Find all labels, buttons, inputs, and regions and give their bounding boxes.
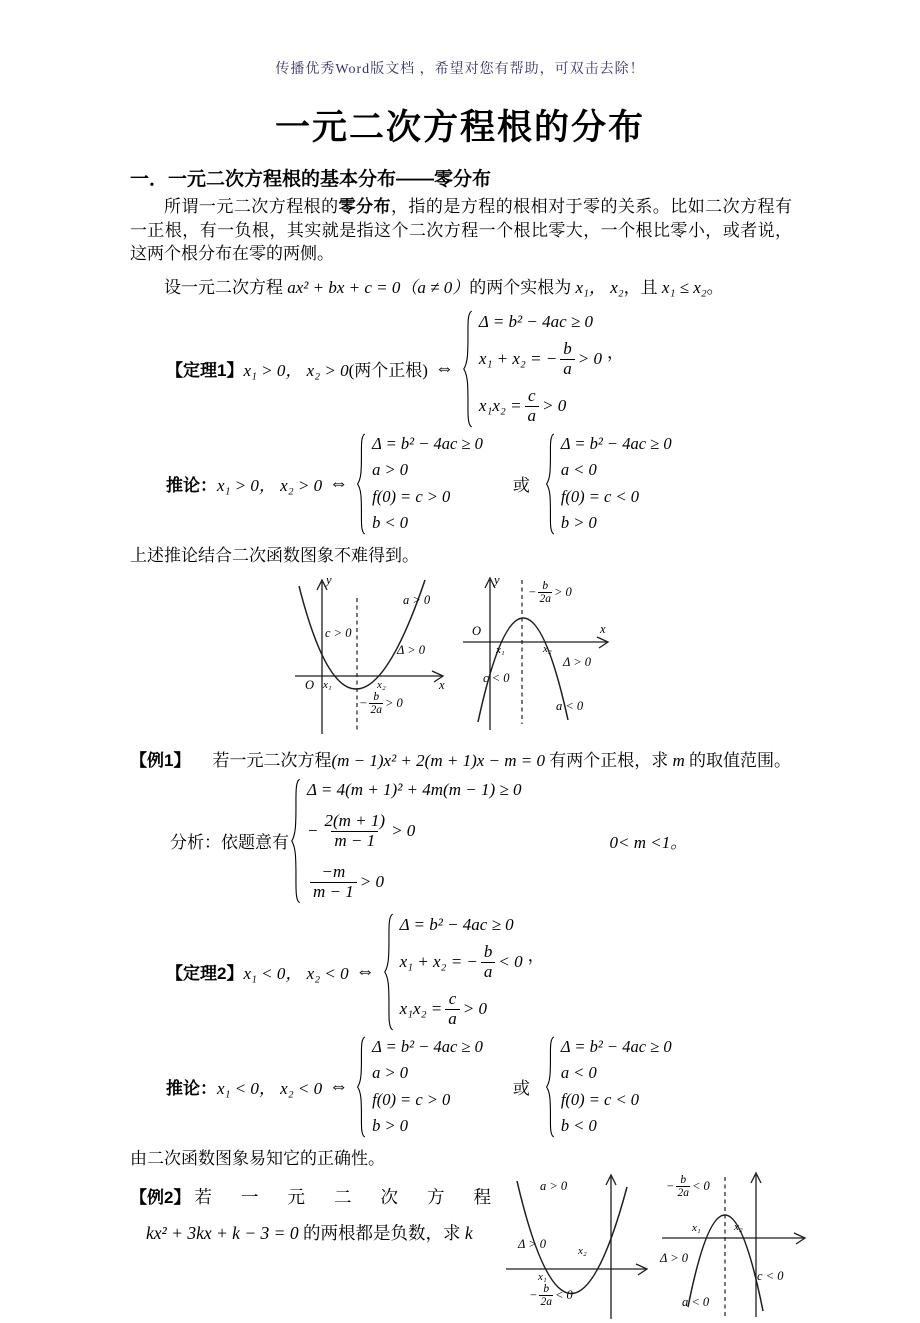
condition-line: f(0) = c > 0 [372, 486, 451, 506]
theorem-2 [166, 913, 792, 1031]
product-rhs: > 0 [462, 999, 487, 1019]
inequality: > 0 [553, 584, 572, 599]
corollary-1-condition: x₁ > 0， x₂ > 0 [217, 476, 323, 495]
delta-sign-label: Δ > 0 [563, 654, 592, 669]
corollary-1-label: 推论： [166, 476, 217, 495]
a-sign-label: a < 0 [682, 1294, 710, 1309]
x-axis-label: x [600, 621, 606, 636]
iff-arrow: ⇔ [434, 357, 454, 379]
product-lhs: x₁x₂ = [399, 999, 443, 1019]
fraction-sum: $\frac{2(m + 1)}{m - 1}$ [324, 811, 386, 850]
condition-line: Δ = b² − 4ac ≥ 0 [560, 433, 672, 453]
fraction-b-over-2a: $\frac{b}{2a}$ [370, 690, 382, 716]
corollary-1 [166, 433, 792, 535]
example-1-post: 的取值范围。 [684, 750, 792, 770]
inequality: > 0 [359, 872, 384, 892]
example-1-label: 【例1】 [130, 750, 191, 770]
y-axis-label: y [326, 572, 332, 587]
condition-line [307, 863, 521, 901]
condition-line [479, 387, 602, 425]
c-sign-label: c > 0 [325, 625, 352, 640]
roots-x1-x2: x₁， x₂ [575, 277, 624, 297]
intro-paragraph [130, 195, 792, 266]
intro-text-pre: 所谓一元二次方程根的 [164, 197, 339, 216]
variable-k: k [464, 1222, 473, 1243]
promo-notice: 传播优秀Word版文档 ，希望对您有帮助，可双击去除！ [275, 62, 645, 77]
condition-line: Δ = b² − 4ac ≥ 0 [478, 311, 593, 331]
condition-line: Δ = b² − 4ac ≥ 0 [560, 1036, 672, 1056]
product-rhs: > 0 [542, 396, 567, 416]
left-brace [544, 433, 556, 535]
condition-line: Δ = b² − 4ac ≥ 0 [372, 1036, 483, 1056]
root-x1-label: x₁ [323, 678, 332, 691]
page-title: 一元二次方程根的分布 [274, 108, 645, 147]
fraction-b-over-2a: $\frac{b}{2a}$ [677, 1173, 689, 1199]
condition-line: a > 0 [372, 460, 408, 480]
minus-sign: − [359, 695, 368, 710]
corollary-2-system-b [556, 1037, 672, 1137]
left-brace [355, 433, 367, 535]
section-heading: 一．一元二次方程根的基本分布——零分布 [130, 169, 492, 190]
root-x2-label: x₂ [578, 1244, 587, 1257]
condition-line: Δ = 4(m + 1)² + 4m(m − 1) ≥ 0 [307, 779, 522, 799]
a-sign-label: a < 0 [556, 698, 584, 713]
root-x2-label: x₂ [734, 1220, 743, 1233]
condition-line: b < 0 [560, 1116, 597, 1136]
left-brace [289, 778, 302, 904]
figure-negative-roots-a-negative [658, 1169, 808, 1321]
condition-line: f(0) = c < 0 [560, 486, 640, 506]
sum-rhs: < 0 [498, 952, 523, 972]
condition-line: a < 0 [560, 460, 597, 480]
roots-order: x₁ ≤ x₂ [661, 277, 707, 297]
quadratic-equation: ax² + bx + c = 0 [287, 277, 401, 297]
vertex-x-label [529, 1283, 573, 1308]
example-2-label: 【例2】 [130, 1187, 191, 1207]
left-brace [382, 913, 395, 1031]
inequality: < 0 [554, 1287, 573, 1302]
analysis-system [302, 780, 521, 902]
example-2-line2 [130, 1218, 502, 1248]
fraction-b-over-2a: $\frac{b}{2a}$ [539, 579, 551, 605]
example-1-equation: (m − 1)x² + 2(m + 1)x − m = 0 [331, 750, 545, 770]
parabola-curve [478, 617, 568, 721]
condition-line [479, 340, 602, 378]
origin-label: O [305, 677, 315, 692]
condition-line: a < 0 [560, 1063, 597, 1083]
root-x2-label: x₂ [377, 678, 386, 691]
figures-row-top [293, 572, 792, 738]
example-2 [130, 1177, 520, 1323]
condition-line: b > 0 [560, 513, 597, 533]
corollary-1-system-b [556, 434, 672, 534]
intro-text-post: ，指的是方程的根相对于零的关系。比如二次方程有一正根，有一负根，其实就是指这个二次方程一个根比零大，一个根比零小，或者说，这两个根分布在零的两侧。 [130, 197, 793, 263]
sum-lhs: x₁ + x₂ = − [478, 349, 558, 369]
theorem-1-label: 【定理1】 [166, 361, 244, 380]
zero-distribution-term: 零分布 [338, 197, 391, 216]
corollary-1-system-a [367, 434, 483, 534]
theorem-2-system [395, 915, 523, 1029]
inequality: < 0 [691, 1178, 710, 1193]
example-2-intro: 若一元二次方程 [194, 1186, 520, 1207]
delta-sign-label: Δ > 0 [518, 1236, 547, 1251]
sum-lhs: x₁ + x₂ = − [399, 952, 478, 972]
theorem-1 [166, 310, 792, 428]
condition-line: Δ = b² − 4ac ≥ 0 [372, 433, 483, 453]
fraction-b-over-a: $\frac{b}{a}$ [560, 340, 575, 378]
figure-negative-roots-a-positive [502, 1171, 654, 1323]
origin-label: O [472, 623, 482, 638]
y-axis-label: y [494, 572, 500, 587]
left-brace [355, 1036, 367, 1138]
theorem-1-system [474, 312, 602, 426]
analysis-1 [170, 778, 792, 904]
root-x2-label: x₂ [543, 642, 552, 655]
fraction-c-over-a: $\frac{c}{a}$ [525, 387, 540, 425]
minus-sign: − [666, 1178, 675, 1193]
fraction-b-over-2a: $\frac{b}{2a}$ [540, 1282, 552, 1308]
example-2-post: 的两根都是负数，求 [298, 1222, 465, 1243]
delta-sign-label: Δ > 0 [397, 642, 426, 657]
setup-pre: 设一元二次方程 [164, 277, 288, 297]
condition-line: b > 0 [372, 1116, 408, 1136]
analysis-result: 0< m <1。 [609, 833, 688, 852]
root-x1-label: x₁ [692, 1221, 701, 1234]
trailing-comma: ， [606, 342, 624, 362]
a-sign-label: a > 0 [540, 1178, 568, 1193]
or-word: 或 [512, 1079, 530, 1098]
condition-line [307, 812, 521, 850]
document-content [0, 164, 920, 1323]
theorem-2-condition: x₁ < 0， x₂ < 0 [243, 964, 349, 983]
setup-mid2: ，且 [623, 277, 662, 297]
minus-sign: − [307, 821, 319, 841]
corollary-1-note: 上述推论结合二次函数图象不难得到。 [130, 545, 419, 565]
setup-line [130, 273, 792, 302]
a-sign-label: a > 0 [403, 592, 431, 607]
analysis-label: 分析：依题意有 [170, 833, 289, 852]
or-word: 或 [512, 476, 530, 495]
product-lhs: x₁x₂ = [478, 396, 522, 416]
vertex-x-label [666, 1174, 710, 1199]
fraction-product: $\frac{-m}{m - 1}$ [310, 863, 357, 901]
condition-line: Δ = b² − 4ac ≥ 0 [399, 914, 514, 934]
fraction-c-over-a: $\frac{c}{a}$ [445, 990, 460, 1028]
condition-line [400, 943, 523, 981]
corollary-2-condition: x₁ < 0， x₂ < 0 [217, 1079, 323, 1098]
example-2-line1 [130, 1183, 520, 1209]
x-axis-label: x [439, 677, 445, 692]
left-brace [544, 1036, 556, 1138]
c-sign-label: c < 0 [483, 670, 510, 685]
trailing-comma: ， [527, 945, 545, 965]
iff-arrow: ⇔ [329, 1075, 349, 1097]
example-1-mid: 有两个正根，求 [545, 750, 673, 770]
figure-parabola-a-negative [460, 572, 612, 734]
vertex-x-label [528, 580, 572, 605]
condition-line: f(0) = c < 0 [560, 1089, 640, 1109]
example-2-row [130, 1173, 792, 1323]
iff-arrow: ⇔ [329, 472, 349, 494]
delta-sign-label: Δ > 0 [660, 1250, 689, 1265]
figure-parabola-a-positive [293, 572, 453, 738]
vertex-x-label [359, 691, 403, 716]
left-brace [461, 310, 474, 428]
condition-line [400, 990, 523, 1028]
c-sign-label: c < 0 [757, 1268, 784, 1283]
theorem-2-label: 【定理2】 [166, 964, 244, 983]
minus-sign: − [529, 1287, 538, 1302]
corollary-2-system-a [367, 1037, 483, 1137]
corollary-2-note: 由二次函数图象易知它的正确性。 [130, 1148, 385, 1168]
inequality: > 0 [391, 821, 416, 841]
sum-rhs: > 0 [577, 349, 602, 369]
condition-line: a > 0 [372, 1063, 408, 1083]
condition-line: b < 0 [372, 513, 408, 533]
example-2-equation: kx² + 3kx + k − 3 = 0 [146, 1222, 299, 1243]
theorem-1-condition: x₁ > 0， x₂ > 0 [243, 361, 349, 380]
variable-m: m [672, 750, 685, 770]
setup-end: 。 [706, 277, 724, 297]
root-x1-label: x₁ [496, 643, 505, 656]
minus-sign: − [528, 584, 537, 599]
corollary-2 [166, 1036, 792, 1138]
fraction-b-over-a: $\frac{b}{a}$ [481, 943, 496, 981]
condition-line: f(0) = c > 0 [372, 1089, 451, 1109]
inequality: > 0 [384, 695, 403, 710]
a-nonzero-paren: （a ≠ 0） [400, 277, 470, 297]
root-x1-label: x₁ [538, 1270, 547, 1283]
theorem-1-paren: (两个正根) [348, 361, 428, 380]
iff-arrow: ⇔ [355, 960, 375, 982]
corollary-2-label: 推论： [166, 1079, 217, 1098]
example-1-pre: 若一元二次方程 [212, 750, 332, 770]
setup-mid: 的两个实根为 [469, 277, 576, 297]
example-1 [130, 748, 792, 773]
